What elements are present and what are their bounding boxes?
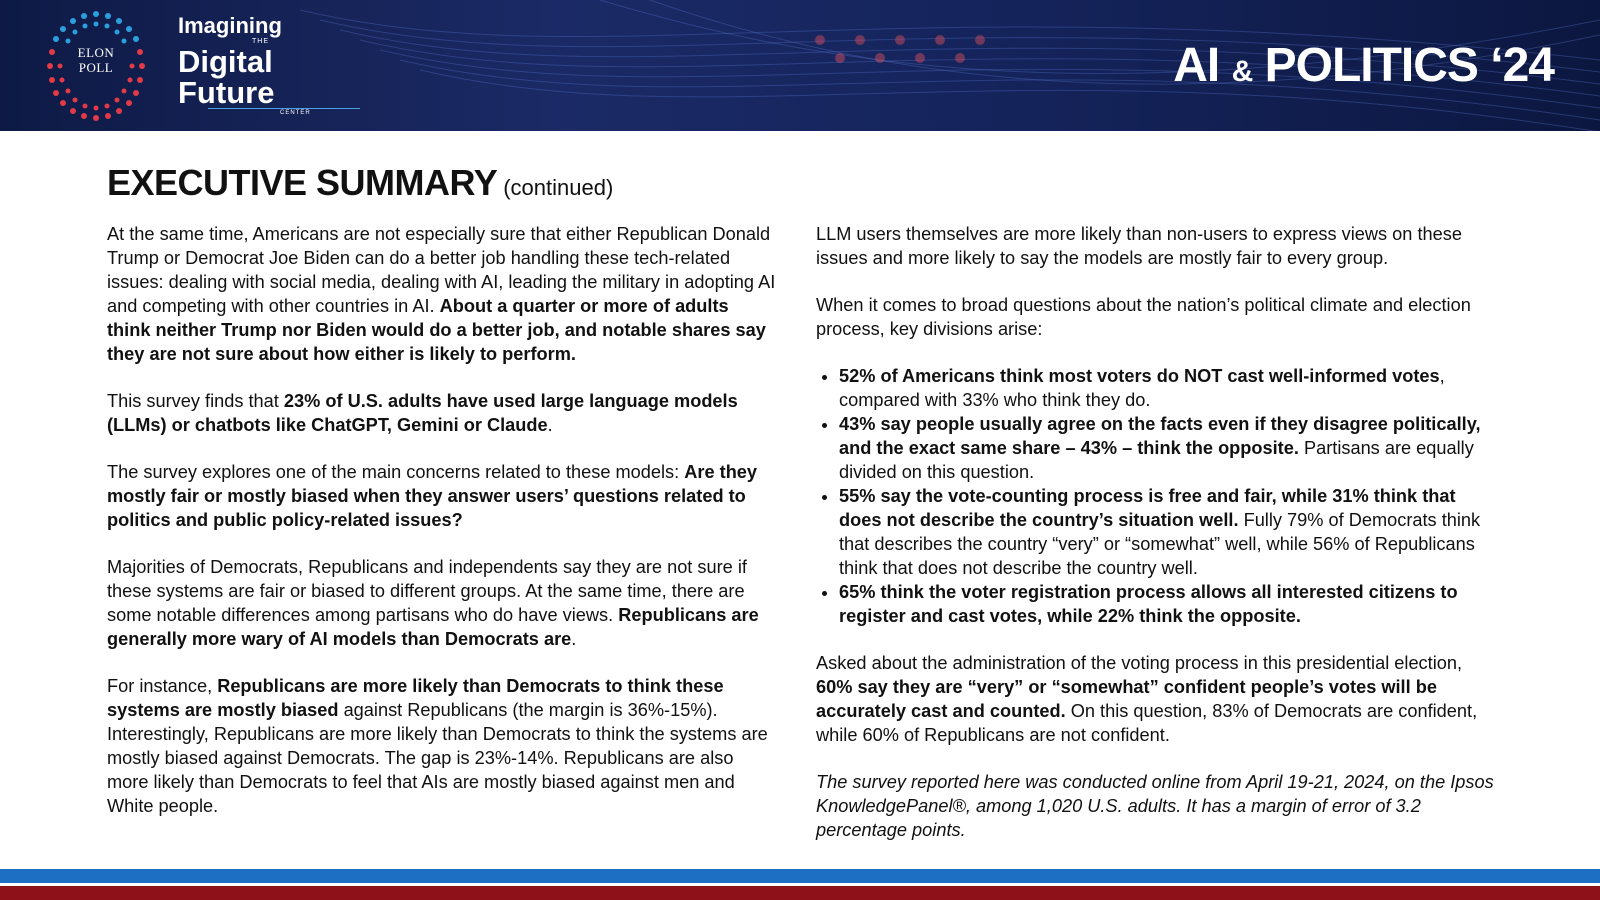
banner-title-politics: POLITICS ‘24 xyxy=(1264,39,1554,92)
list-item-text: Fully 79% of Democrats think that describes the country “very” or “somewhat” well, while 56% of Republicans think that does not describe the country well. xyxy=(839,510,1481,578)
right-column xyxy=(816,222,1496,865)
list-item xyxy=(839,484,1496,580)
paragraph-trump-biden xyxy=(107,222,777,366)
paragraph-bold-text: 23% of U.S. adults have used large language models (LLMs) or chatbots like ChatGPT, Gemini or Claude xyxy=(107,391,738,435)
paragraph-text: Majorities of Democrats, Republicans and independents say they are not sure if these systems are fair or biased to different groups. At the same time, there are some notable differences among partisans who do have views. xyxy=(107,557,747,625)
brand-digital: Digital xyxy=(178,44,273,79)
paragraph-bold-text: About a quarter or more of adults think neither Trump nor Biden would do a better job, and notable shares say they are not sure about how either is likely to perform. xyxy=(107,296,766,364)
banner-title xyxy=(1173,38,1554,100)
footer-stripe-red xyxy=(0,886,1600,900)
paragraph-llm-usage xyxy=(107,389,777,437)
paragraph-text: This survey finds that xyxy=(107,391,284,411)
key-divisions-list xyxy=(816,364,1496,628)
methodology-note: The survey reported here was conducted online from April 19-21, 2024, on the Ipsos KnowledgePanel®, among 1,020 U.S. adults. It has a margin of error of 3.2 percentage points. xyxy=(816,772,1494,840)
paragraph-text: The survey explores one of the main concerns related to these models: xyxy=(107,462,685,482)
logo-text-poll: POLL xyxy=(78,60,114,75)
paragraph-text: . xyxy=(547,415,553,435)
list-item-bold: 43% say people usually agree on the facts even if they disagree politically, and the exact same share – 43% – think the opposite. xyxy=(839,414,1481,458)
list-item xyxy=(839,412,1496,484)
list-item-bold: 52% of Americans think most voters do NOT cast well-informed votes xyxy=(839,366,1440,386)
paragraph-text: On this question, 83% of Democrats are confident, while 60% of Republicans are not confident. xyxy=(816,701,1478,745)
paragraph-bold-text: Republicans are more likely than Democrats to think these systems are mostly biased xyxy=(107,676,724,720)
logo-text xyxy=(38,45,154,75)
left-column xyxy=(107,222,777,841)
list-item-bold: 65% think the voter registration process allows all interested citizens to register and cast votes, while 22% think the opposite. xyxy=(839,582,1458,626)
footer-stripe-blue xyxy=(0,869,1600,883)
page-title-sub: (continued) xyxy=(503,175,614,200)
paragraph-text: Asked about the administration of the voting process in this presidential election, xyxy=(816,653,1463,673)
paragraph-bold-text: Are they mostly fair or mostly biased when they answer users’ questions related to politics and public policy-related issues? xyxy=(107,462,758,530)
page-title xyxy=(107,162,613,204)
page-title-main: EXECUTIVE SUMMARY xyxy=(107,162,498,203)
list-item xyxy=(839,580,1496,628)
paragraph-text: against Republicans (the margin is 36%-15%). Interestingly, Republicans are more likely than Democrats to think the systems are mostly biased against Democrats. The gap is 23%-14%. Republicans are also more likely than Democrats to feel that AIs are mostly biased against men and White people. xyxy=(107,700,768,816)
paragraph-political-climate: When it comes to broad questions about the nation’s political climate and election process, key divisions arise: xyxy=(816,295,1471,339)
brand-imagining: Imagining xyxy=(178,13,282,38)
header-banner xyxy=(0,0,1600,131)
brand-center: CENTER xyxy=(208,108,360,118)
paragraph-text: For instance, xyxy=(107,676,218,696)
logo-text-elon: ELON xyxy=(77,45,115,60)
paragraph-llm-users: LLM users themselves are more likely than non-users to express views on these issues and more likely to say the models are mostly fair to every group. xyxy=(816,224,1462,268)
paragraph-text: At the same time, Americans are not especially sure that either Republican Donald Trump or Democrat Joe Biden can do a better job handling these tech-related issues: dealing with social media, dealing with AI, leading the military in adopting AI and competing with other countries in AI. xyxy=(107,224,776,316)
brand-future: Future xyxy=(178,75,275,110)
banner-title-ai: AI xyxy=(1173,39,1220,92)
paragraph-voting-confidence xyxy=(816,651,1496,747)
list-item-bold: 55% say the vote-counting process is free and fair, while 31% think that does not describe the country’s situation well. xyxy=(839,486,1456,530)
paragraph-bold-text: 60% say they are “very” or “somewhat” confident people’s votes will be accurately cast and counted. xyxy=(816,677,1437,721)
paragraph-bold-text: Republicans are generally more wary of AI models than Democrats are xyxy=(107,605,759,649)
paragraph-fair-or-biased xyxy=(107,460,777,532)
imagining-digital-future-brand xyxy=(178,14,360,118)
list-item-text: , compared with 33% who think they do. xyxy=(839,366,1445,410)
brand-the: THE xyxy=(252,38,269,45)
list-item xyxy=(839,364,1496,412)
banner-title-amp: & xyxy=(1231,55,1253,88)
paragraph-republican-bias xyxy=(107,674,777,818)
paragraph-partisan-views xyxy=(107,555,777,651)
list-item-text: Partisans are equally divided on this question. xyxy=(839,438,1474,482)
paragraph-text: . xyxy=(571,629,577,649)
